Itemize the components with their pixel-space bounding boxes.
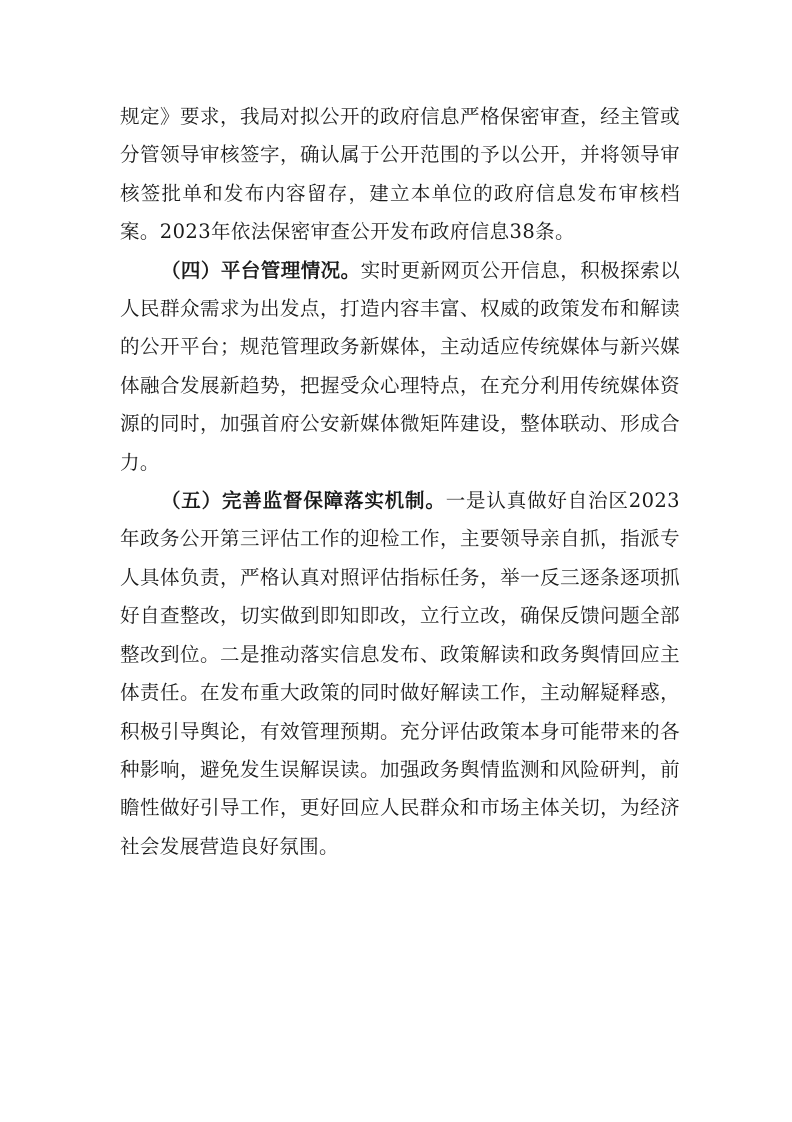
paragraph-continuation — [120, 98, 680, 252]
paragraph-text: 一是认真做好自治区2023年政务公开第三评估工作的迎检工作，主要领导亲自抓，指派专人具体负责，严格认真对照评估指标任务，举一反三逐条逐项抓好自查整改，切实做到即知即改，立行立改，确保反馈问题全部整改到位。二是推动落实信息发布、政策解读和政务舆情回应主体责任。在发布重大政策的同时做好解读工作，主动解疑释惑，积极引导舆论，有效管理预期。充分评估政策本身可能带来的各种影响，避免发生误解误读。加强政务舆情监测和风险研判，前瞻性做好引导工作，更好回应人民群众和市场主体关切，为经济社会发展营造良好氛围。 — [120, 489, 680, 858]
section-heading-supervision: （五）完善监督保障落实机制。 — [160, 489, 446, 513]
paragraph-platform-management — [120, 252, 680, 482]
document-body — [120, 98, 680, 866]
paragraph-text: 实时更新网页公开信息，积极探索以人民群众需求为出发点，打造内容丰富、权威的政策发布和解读的公开平台；规范管理政务新媒体，主动适应传统媒体与新兴媒体融合发展新趋势，把握受众心理特点，在充分利用传统媒体资源的同时，加强首府公安新媒体微矩阵建设，整体联动、形成合力。 — [120, 258, 680, 474]
section-heading-platform: （四）平台管理情况。 — [160, 258, 361, 282]
paragraph-text: 规定》要求，我局对拟公开的政府信息严格保密审查，经主管或分管领导审核签字，确认属于公开范围的予以公开，并将领导审核签批单和发布内容留存，建立本单位的政府信息发布审核档案。2023年依法保密审查公开发布政府信息38条。 — [120, 105, 680, 244]
paragraph-supervision-mechanism — [120, 482, 680, 866]
